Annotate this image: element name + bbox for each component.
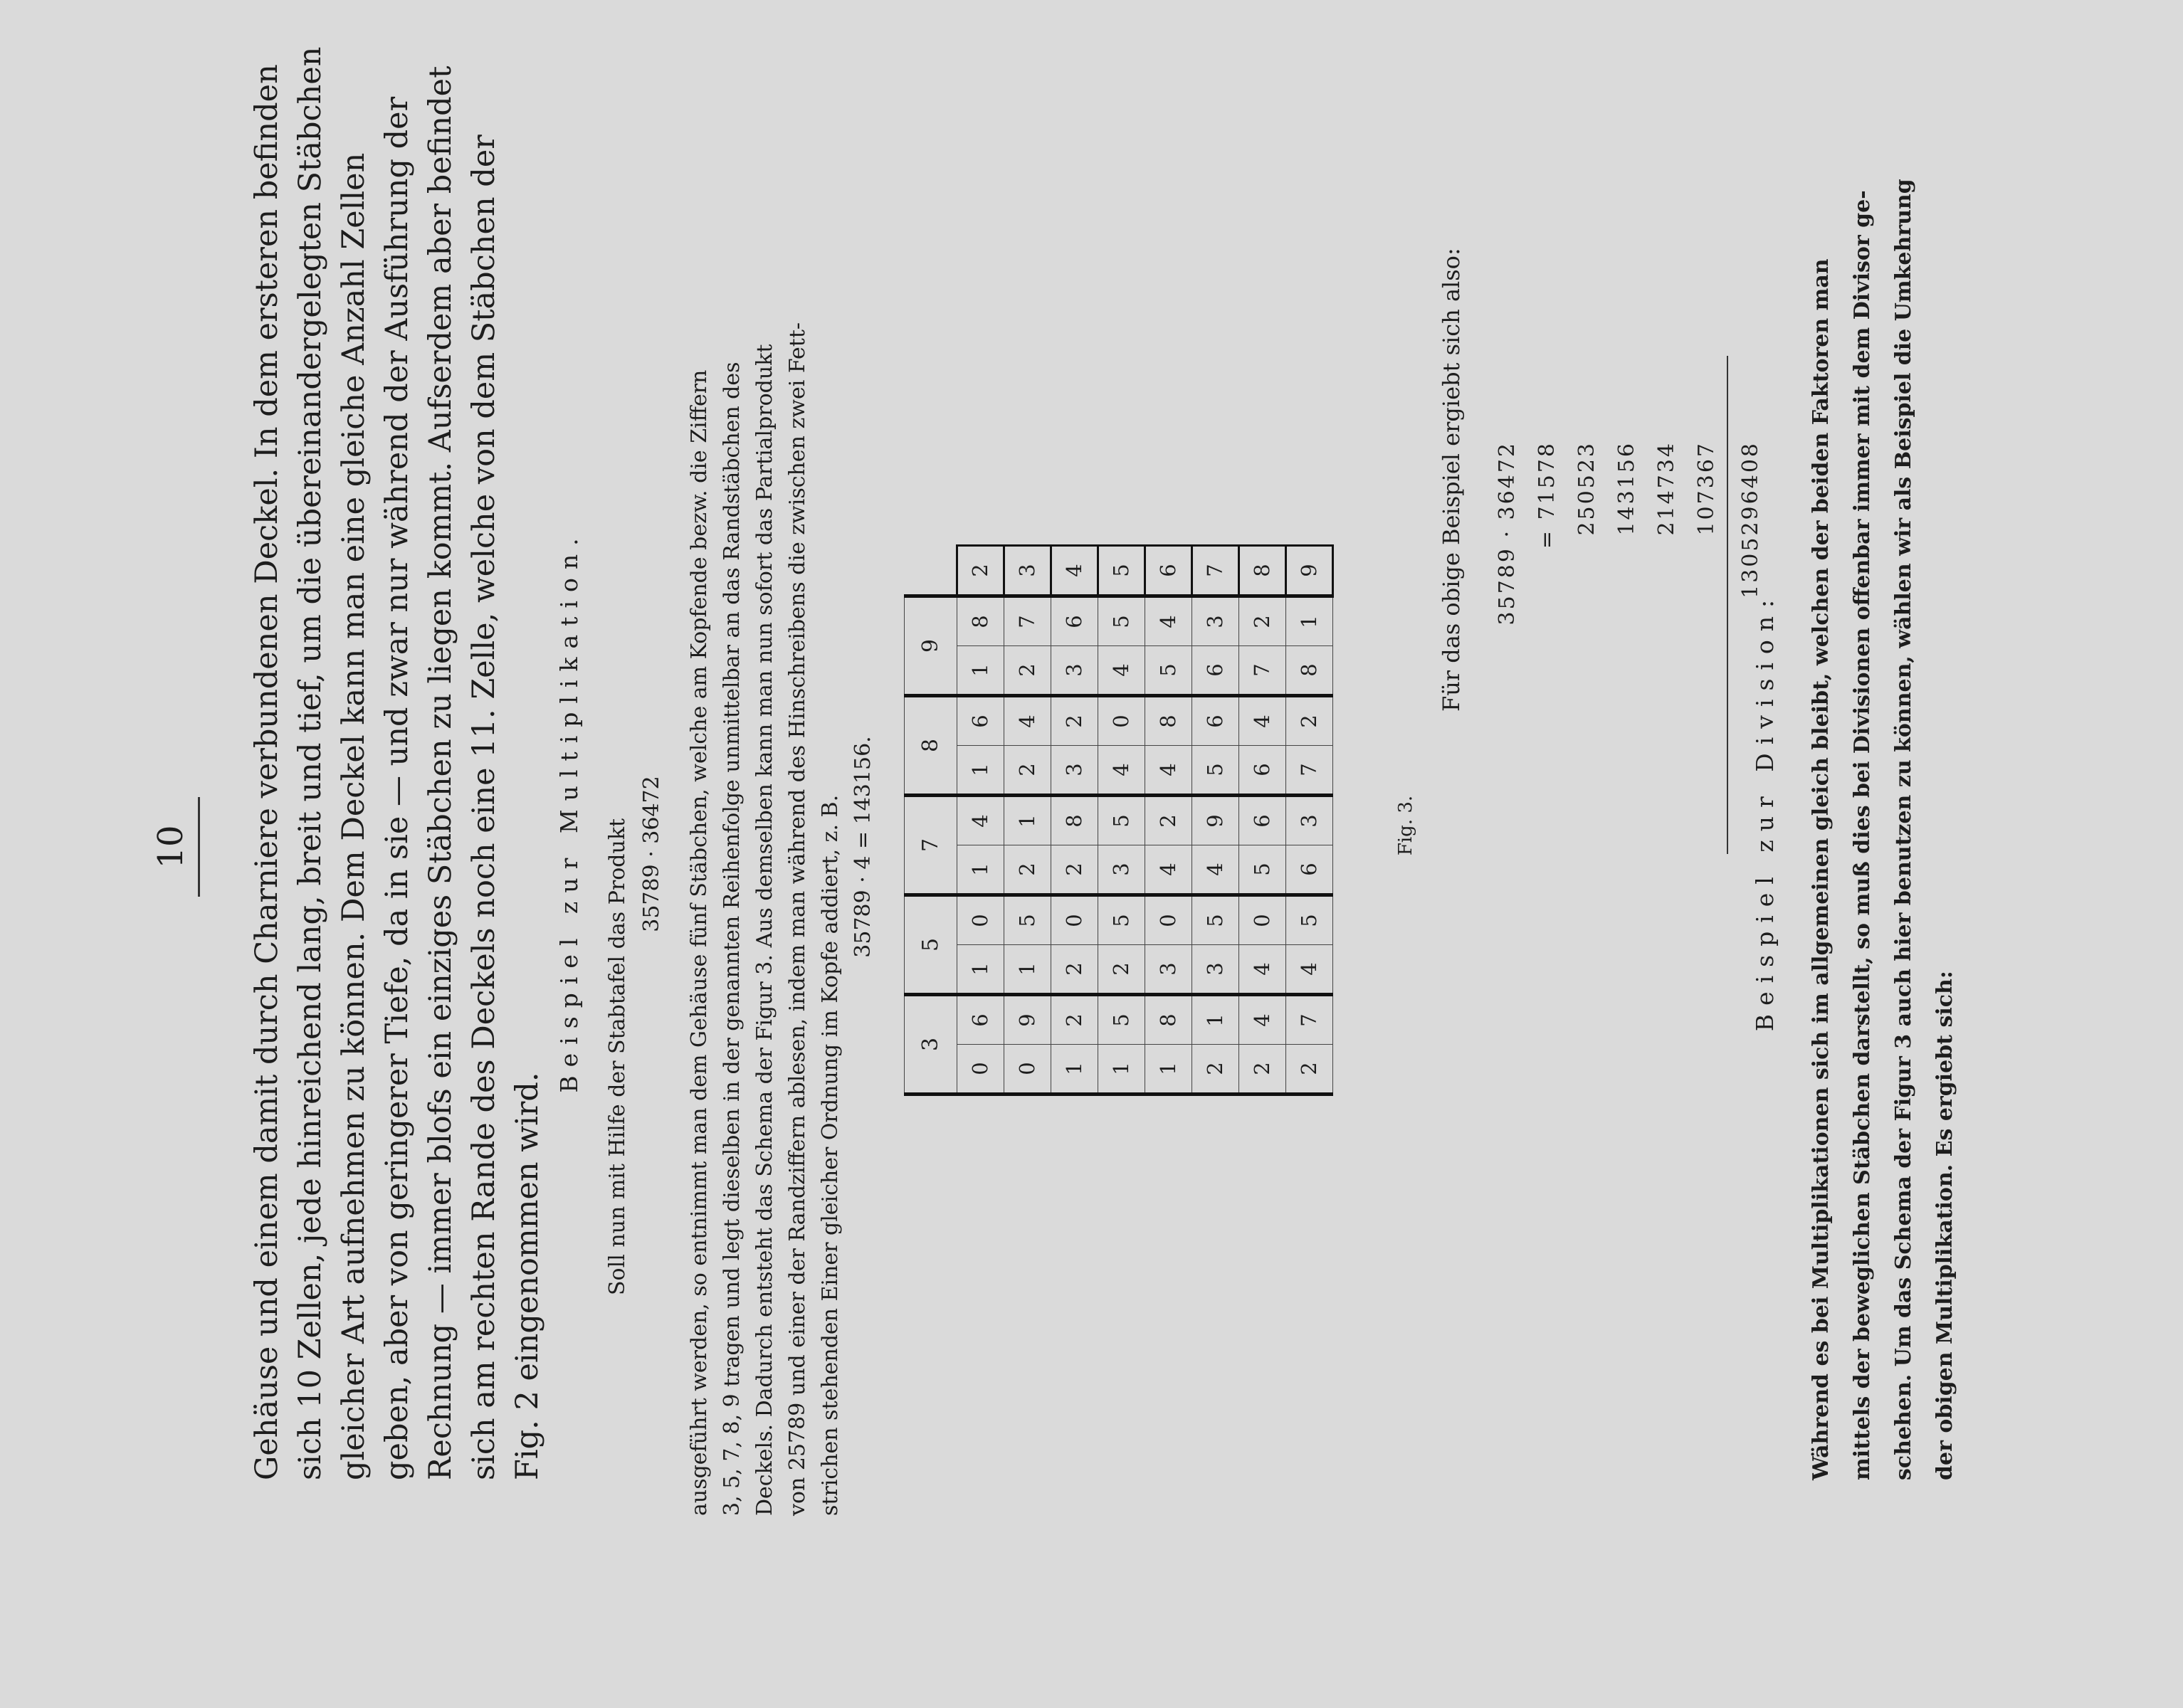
rod-units-digit: 6 (957, 696, 1004, 746)
rod-tens-digit: 4 (1145, 746, 1192, 796)
rod-row (1238, 546, 1285, 1095)
rod-header-cell: 3 (905, 995, 957, 1095)
rod-units-digit: 5 (1192, 895, 1238, 945)
rod-tens-digit: 2 (1098, 945, 1145, 995)
rod-tens-digit: 0 (1004, 1045, 1051, 1095)
rod-multiplier-digit: 7 (1192, 546, 1238, 596)
rod-tens-digit: 2 (1238, 1045, 1285, 1095)
text-line: Rechnung — immer blofs ein einziges Stäbchen zu liegen kommt. Aufserdem aber befindet (423, 65, 458, 1480)
rod-tens-digit: 3 (1098, 845, 1145, 895)
rod-units-digit: 2 (1051, 995, 1098, 1045)
rod-units-digit: 2 (1145, 796, 1192, 845)
text-line: sich 10 Zellen, jede hinreichend lang, breit und tief, um die übereinandergelegten Stäbchen (293, 46, 328, 1480)
text-line: von 25789 und einer der Randziffern ablesen, indem man während des Hinschreibens die zwischen zwei Fett- (785, 322, 810, 1516)
rod-multiplier-digit: 6 (1145, 546, 1192, 596)
text-line: 3, 5, 7, 8, 9 tragen und legt dieselben in der genannten Reihenfolge unmittelbar an das Randstäbchen des (720, 362, 745, 1516)
rod-units-digit: 2 (1051, 696, 1098, 746)
rod-units-digit: 0 (1145, 895, 1192, 945)
rod-tens-digit: 0 (957, 1045, 1004, 1095)
rod-units-digit: 4 (1238, 995, 1285, 1045)
text-line: ausgeführt werden, so entnimmt man dem Gehäuse fünf Stäbchen, welche am Kopfende bezw. die Ziffern (687, 369, 712, 1516)
page-number-rule (198, 797, 200, 897)
rod-multiplier-digit: 3 (1004, 546, 1051, 596)
rod-units-digit: 5 (1004, 895, 1051, 945)
rod-tens-digit: 1 (957, 746, 1004, 796)
rod-units-digit: 1 (1004, 796, 1051, 845)
rod-header-gap (905, 546, 957, 596)
rod-tens-digit: 4 (1238, 945, 1285, 995)
rod-units-digit: 0 (957, 895, 1004, 945)
rod-tens-digit: 1 (957, 945, 1004, 995)
rod-tens-digit: 4 (1098, 646, 1145, 696)
rod-units-digit: 0 (1051, 895, 1098, 945)
text-line: geben, aber von geringerer Tiefe, da in sie — und zwar nur während der Ausführung der (379, 96, 415, 1480)
rod-units-digit: 4 (957, 796, 1004, 845)
text-line: sich am rechten Rande des Deckels noch eine 11. Zelle, welche von dem Stäbchen der (466, 135, 502, 1480)
rod-tens-digit: 4 (1145, 845, 1192, 895)
rod-row (1004, 546, 1051, 1095)
rod-multiplier-digit: 8 (1238, 546, 1285, 596)
computation-line: 143156 (1614, 441, 1639, 536)
rod-tens-digit: 4 (1285, 945, 1332, 995)
rod-tens-digit: 8 (1285, 646, 1332, 696)
text-line: strichen stehenden Einer gleicher Ordnung im Kopfe addiert, z. B. (818, 794, 843, 1516)
rod-tens-digit: 1 (1051, 1045, 1098, 1095)
rod-tens-digit: 5 (1192, 746, 1238, 796)
rod-multiplier-digit: 5 (1098, 546, 1145, 596)
rod-tens-digit: 4 (1098, 746, 1145, 796)
rod-tens-digit: 1 (1145, 1045, 1192, 1095)
rod-units-digit: 6 (1051, 596, 1098, 646)
rod-units-digit: 0 (1098, 696, 1145, 746)
computation-line: 250523 (1574, 441, 1599, 536)
rod-tens-digit: 3 (1051, 746, 1098, 796)
computation-line: 214734 (1654, 441, 1679, 536)
rod-tens-digit: 7 (1238, 646, 1285, 696)
rod-tens-digit: 5 (1145, 646, 1192, 696)
rod-units-digit: 5 (1098, 596, 1145, 646)
rod-row (1285, 546, 1332, 1095)
rod-units-digit: 6 (1192, 696, 1238, 746)
text-line: mittels der beweglichen Stäbchen darstellt, so muß dies bei Divisionen offenbar immer mit dem Divisor ge- (1850, 190, 1875, 1480)
rod-tens-digit: 6 (1238, 746, 1285, 796)
rod-tens-digit: 1 (957, 845, 1004, 895)
rod-units-digit: 6 (957, 995, 1004, 1045)
rod-tens-digit: 1 (1098, 1045, 1145, 1095)
rod-header-row (905, 546, 957, 1095)
computation-line: 107367 (1694, 441, 1719, 536)
rod-units-digit: 8 (1145, 995, 1192, 1045)
text-line: Während es bei Multiplikationen sich im allgemeinen gleich bleibt, welchen der beiden Faktoren man (1809, 258, 1834, 1480)
rod-units-digit: 7 (1285, 995, 1332, 1045)
rod-units-digit: 5 (1098, 895, 1145, 945)
computation-line: = 71578 (1535, 441, 1559, 549)
rod-row (1098, 546, 1145, 1095)
rod-units-digit: 8 (957, 596, 1004, 646)
rod-tens-digit: 7 (1285, 746, 1332, 796)
rod-units-digit: 9 (1004, 995, 1051, 1045)
rod-units-digit: 5 (1098, 796, 1145, 845)
heading-division: Beispiel zur Division: (1751, 591, 1779, 1032)
intro-line: Soll nun mit Hilfe der Stabtafel das Produkt (605, 818, 630, 1295)
multiplication-computation (1488, 356, 1771, 854)
rod-units-digit: 6 (1238, 796, 1285, 845)
rod-tens-digit: 3 (1145, 945, 1192, 995)
rod-row (1145, 546, 1192, 1095)
computation-line: 35789 · 36472 (1495, 441, 1520, 626)
example-line: 35789 · 4 = 143156. (851, 736, 875, 958)
rod-tens-digit: 2 (1192, 1045, 1238, 1095)
rod-row (1051, 546, 1098, 1095)
text-line: Fig. 2 eingenommen wird. (510, 1072, 545, 1480)
rod-tens-digit: 1 (957, 646, 1004, 696)
result-intro: Für das obige Beispiel ergiebt sich also: (1438, 248, 1465, 712)
rod-tens-digit: 3 (1192, 945, 1238, 995)
rod-tens-digit: 2 (1004, 845, 1051, 895)
rod-units-digit: 2 (1285, 696, 1332, 746)
rod-units-digit: 4 (1004, 696, 1051, 746)
page-number: 10 (151, 825, 191, 869)
rod-tens-digit: 6 (1192, 646, 1238, 696)
computation-result: 1305296408 (1727, 356, 1771, 854)
paragraph-rod-procedure (683, 178, 880, 1516)
rod-units-digit: 7 (1004, 596, 1051, 646)
heading-multiplication: Beispiel zur Multiplikation. (555, 529, 583, 1093)
figure-caption: Fig. 3. (1395, 795, 1416, 856)
rod-row (957, 546, 1004, 1095)
rod-units-digit: 0 (1238, 895, 1285, 945)
rod-tens-digit: 3 (1051, 646, 1098, 696)
text-line: Deckels. Dadurch entsteht das Schema der Figur 3. Aus demselben kann man nun sofort das Partialprodukt (752, 344, 777, 1516)
rod-tens-digit: 1 (1004, 945, 1051, 995)
paragraph-division (1801, 85, 1966, 1480)
rod-units-digit: 4 (1145, 596, 1192, 646)
rod-units-digit: 8 (1145, 696, 1192, 746)
rod-tens-digit: 2 (1051, 945, 1098, 995)
rod-tens-digit: 4 (1192, 845, 1238, 895)
rod-header-cell: 9 (905, 596, 957, 696)
rod-tens-digit: 5 (1238, 845, 1285, 895)
rod-units-digit: 2 (1238, 596, 1285, 646)
rod-tens-digit: 6 (1285, 845, 1332, 895)
rod-units-digit: 4 (1238, 696, 1285, 746)
rod-multiplier-digit: 4 (1051, 546, 1098, 596)
rod-tens-digit: 2 (1004, 646, 1051, 696)
rod-header-cell: 7 (905, 796, 957, 895)
rod-row (1192, 546, 1238, 1095)
text-line: schehen. Um das Schema der Figur 3 auch hier benutzen zu können, wählen wir als Beispiel die Umkehrung (1891, 179, 1916, 1480)
rod-units-digit: 9 (1192, 796, 1238, 845)
rod-multiplier-digit: 2 (957, 546, 1004, 596)
text-line: gleicher Art aufnehmen zu können. Dem Deckel kann man eine gleiche Anzahl Zellen (336, 152, 372, 1480)
rod-units-digit: 5 (1285, 895, 1332, 945)
paragraph-housing-description (246, 14, 549, 1480)
rod-tens-digit: 2 (1051, 845, 1098, 895)
rod-multiplier-digit: 9 (1285, 546, 1332, 596)
product-formula: 35789 · 36472 (639, 776, 664, 932)
rod-units-digit: 1 (1285, 596, 1332, 646)
rod-units-digit: 3 (1285, 796, 1332, 845)
rod-header-cell: 8 (905, 696, 957, 796)
rod-units-digit: 3 (1192, 596, 1238, 646)
text-line: Gehäuse und einem damit durch Charniere verbundenen Deckel. In dem ersteren befinden (249, 64, 285, 1480)
rod-tens-digit: 2 (1004, 746, 1051, 796)
rod-units-digit: 5 (1098, 995, 1145, 1045)
rod-units-digit: 8 (1051, 796, 1098, 845)
napier-rod-table (904, 544, 1334, 1096)
rod-units-digit: 1 (1192, 995, 1238, 1045)
rod-header-cell: 5 (905, 895, 957, 995)
text-line: der obigen Multiplikation. Es ergiebt sich: (1932, 971, 1957, 1480)
rod-tens-digit: 2 (1285, 1045, 1332, 1095)
